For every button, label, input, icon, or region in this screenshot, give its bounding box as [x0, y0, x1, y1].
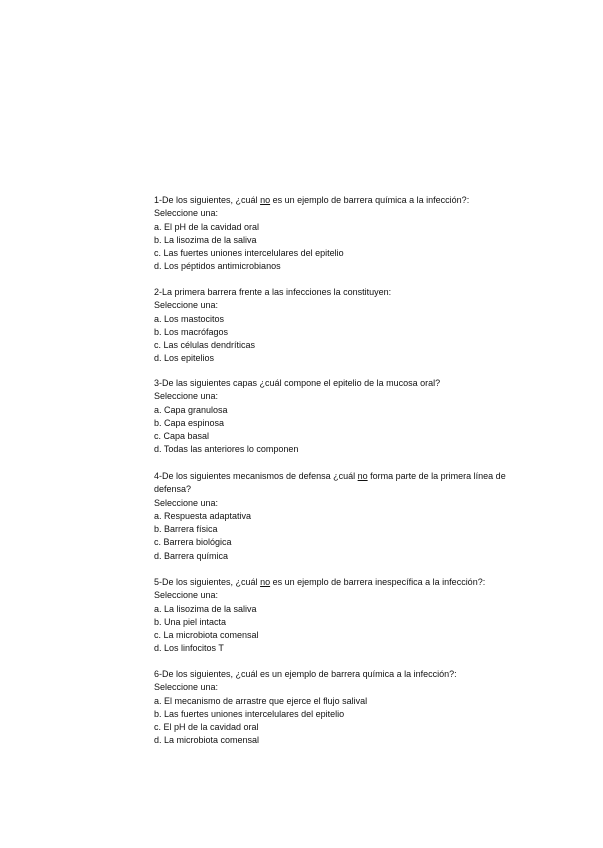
option-c: c. La microbiota comensal	[154, 630, 259, 641]
option-d: d. Los linfocitos T	[154, 643, 224, 654]
option-b: b. La lisozima de la saliva	[154, 234, 257, 245]
question-stem: 6-De los siguientes, ¿cuál es un ejemplo de barrera química a la infección?:	[154, 669, 457, 679]
select-instruction: Seleccione una:	[154, 391, 219, 402]
question-1	[154, 194, 544, 274]
option-a: a. Respuesta adaptativa	[154, 510, 252, 521]
question-5	[154, 576, 544, 656]
option-b: b. Una piel intacta	[154, 616, 227, 627]
question-stem: 2-La primera barrera frente a las infecciones la constituyen:	[154, 287, 392, 297]
option-b: b. Las fuertes uniones intercelulares del epitelio	[154, 708, 345, 719]
underlined-word: no	[260, 195, 271, 205]
option-a: a. El mecanismo de arrastre que ejerce el flujo salival	[154, 695, 368, 706]
select-instruction: Seleccione una:	[154, 682, 219, 693]
option-c: c. Barrera biológica	[154, 537, 232, 548]
select-instruction: Seleccione una:	[154, 497, 219, 508]
option-c: c. Las células dendríticas	[154, 340, 256, 351]
option-b: b. Barrera física	[154, 524, 218, 535]
option-d: d. Barrera química	[154, 550, 229, 561]
option-a: a. La lisozima de la saliva	[154, 603, 257, 614]
option-d: d. Los epitelios	[154, 353, 215, 364]
option-a: a. Los mastocitos	[154, 313, 225, 324]
option-d: d. Los péptidos antimicrobianos	[154, 261, 281, 272]
question-stem: 1-De los siguientes, ¿cuál no es un ejemplo de barrera química a la infección?:	[154, 195, 470, 205]
select-instruction: Seleccione una:	[154, 300, 219, 311]
question-3	[154, 377, 544, 457]
question-stem: 4-De los siguientes mecanismos de defensa ¿cuál no forma parte de la primera línea de defensa?	[154, 471, 506, 495]
option-b: b. Capa espinosa	[154, 417, 225, 428]
underlined-word: no	[260, 577, 271, 587]
option-c: c. Capa basal	[154, 431, 210, 442]
question-stem: 5-De los siguientes, ¿cuál no es un ejemplo de barrera inespecífica a la infección?:	[154, 577, 486, 587]
option-c: c. Las fuertes uniones intercelulares del epitelio	[154, 248, 344, 259]
select-instruction: Seleccione una:	[154, 590, 219, 601]
option-b: b. Los macrófagos	[154, 326, 229, 337]
question-4	[154, 470, 544, 563]
question-stem: 3-De las siguientes capas ¿cuál compone el epitelio de la mucosa oral?	[154, 378, 441, 388]
select-instruction: Seleccione una:	[154, 208, 219, 219]
question-6	[154, 668, 544, 748]
option-d: d. Todas las anteriores lo componen	[154, 444, 299, 455]
option-d: d. La microbiota comensal	[154, 735, 260, 746]
question-2	[154, 286, 544, 366]
option-a: a. El pH de la cavidad oral	[154, 221, 260, 232]
underlined-word: no	[357, 471, 368, 481]
option-c: c. El pH de la cavidad oral	[154, 722, 259, 733]
option-a: a. Capa granulosa	[154, 404, 228, 415]
